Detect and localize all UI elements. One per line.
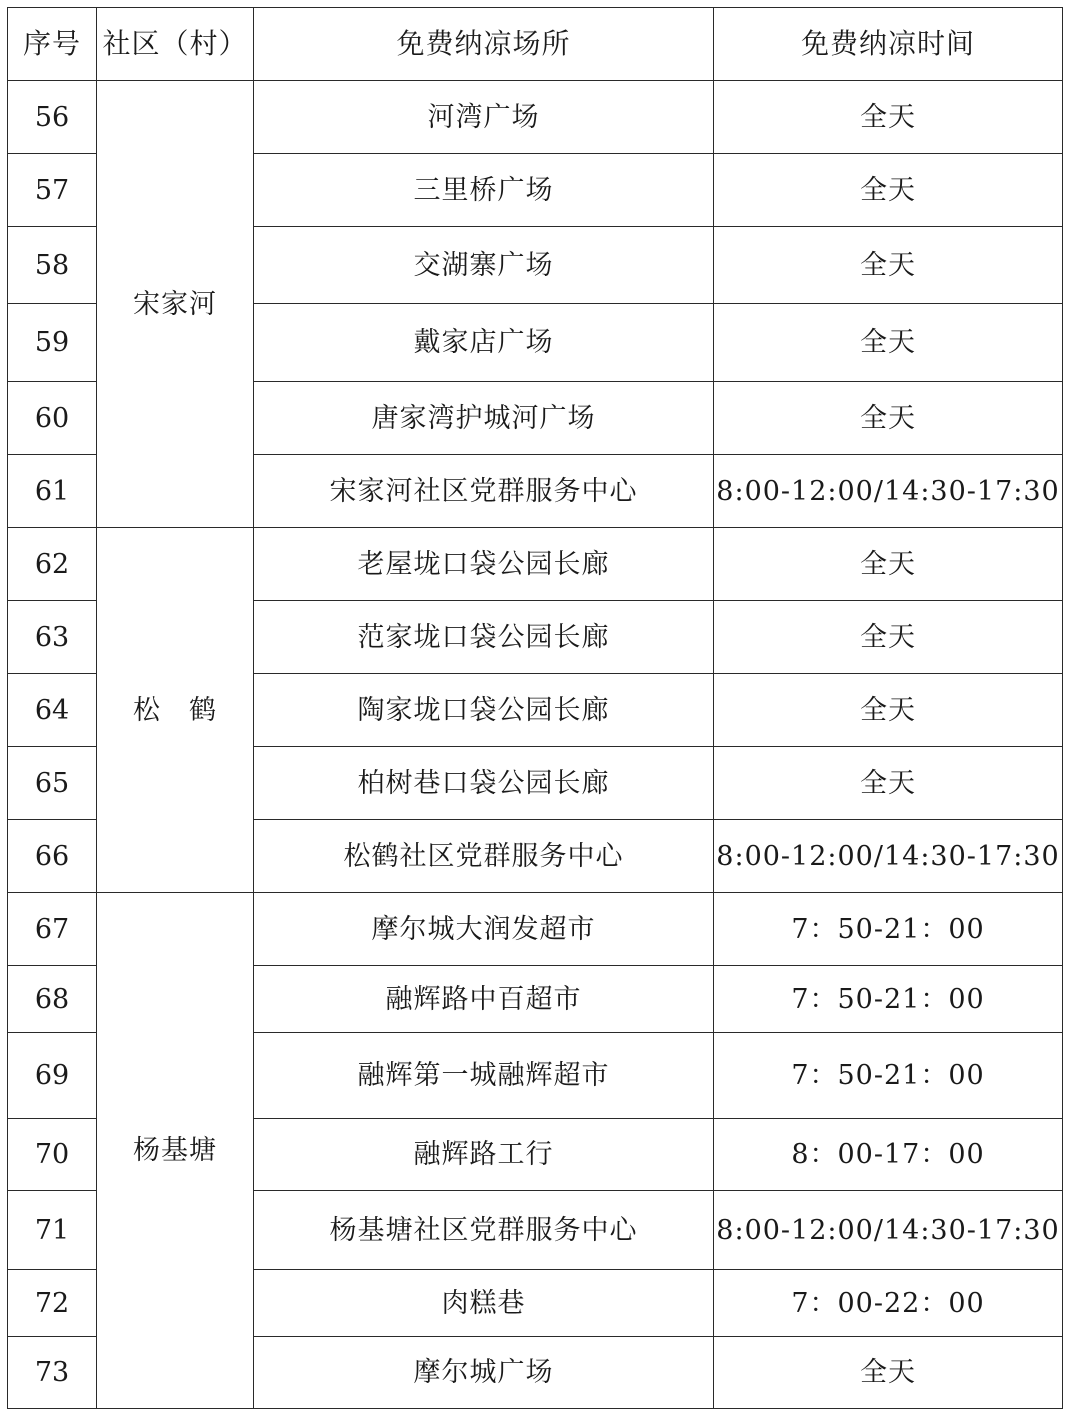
- row-place: 柏树巷口袋公园长廊: [254, 747, 714, 820]
- table-row: [8, 528, 1063, 601]
- row-time: 7：50-21：00: [714, 1033, 1063, 1119]
- header-no: 序号: [8, 8, 97, 81]
- row-place: 杨基塘社区党群服务中心: [254, 1191, 714, 1270]
- row-place: 范家垅口袋公园长廊: [254, 601, 714, 674]
- row-time: 全天: [714, 601, 1063, 674]
- row-place: 老屋垅口袋公园长廊: [254, 528, 714, 601]
- row-no: 61: [8, 455, 97, 528]
- row-no: 58: [8, 227, 97, 304]
- row-time: 全天: [714, 154, 1063, 227]
- row-time: 全天: [714, 747, 1063, 820]
- row-no: 71: [8, 1191, 97, 1270]
- row-no: 70: [8, 1119, 97, 1191]
- header-time: 免费纳凉时间: [714, 8, 1063, 81]
- row-no: 73: [8, 1337, 97, 1409]
- row-time: 7：50-21：00: [714, 966, 1063, 1033]
- row-time: 全天: [714, 674, 1063, 747]
- row-place: 宋家河社区党群服务中心: [254, 455, 714, 528]
- row-time: 全天: [714, 81, 1063, 154]
- row-place: 肉糕巷: [254, 1270, 714, 1337]
- table-row: [8, 893, 1063, 966]
- row-place: 唐家湾护城河广场: [254, 382, 714, 455]
- row-place: 摩尔城广场: [254, 1337, 714, 1409]
- table-row: [8, 81, 1063, 154]
- row-time: 8:00-12:00/14:30-17:30: [714, 455, 1063, 528]
- row-time: 8：00-17：00: [714, 1119, 1063, 1191]
- header-place: 免费纳凉场所: [254, 8, 714, 81]
- community-cell: 松 鹤: [97, 528, 254, 893]
- row-place: 河湾广场: [254, 81, 714, 154]
- header-community: 社区（村）: [97, 8, 254, 81]
- row-no: 69: [8, 1033, 97, 1119]
- row-no: 68: [8, 966, 97, 1033]
- row-no: 57: [8, 154, 97, 227]
- row-time: 全天: [714, 382, 1063, 455]
- row-no: 72: [8, 1270, 97, 1337]
- row-time: 8:00-12:00/14:30-17:30: [714, 820, 1063, 893]
- row-time: 7：50-21：00: [714, 893, 1063, 966]
- row-time: 全天: [714, 304, 1063, 382]
- row-place: 松鹤社区党群服务中心: [254, 820, 714, 893]
- row-no: 60: [8, 382, 97, 455]
- row-place: 陶家垅口袋公园长廊: [254, 674, 714, 747]
- header-row: [8, 8, 1063, 81]
- community-cell: 杨基塘: [97, 893, 254, 1409]
- row-no: 62: [8, 528, 97, 601]
- row-place: 戴家店广场: [254, 304, 714, 382]
- cooling-places-table: [7, 7, 1063, 1409]
- row-place: 融辉路中百超市: [254, 966, 714, 1033]
- row-no: 66: [8, 820, 97, 893]
- row-no: 56: [8, 81, 97, 154]
- row-time: 全天: [714, 227, 1063, 304]
- row-time: 7：00-22：00: [714, 1270, 1063, 1337]
- community-cell: 宋家河: [97, 81, 254, 528]
- row-no: 59: [8, 304, 97, 382]
- row-place: 摩尔城大润发超市: [254, 893, 714, 966]
- row-place: 融辉第一城融辉超市: [254, 1033, 714, 1119]
- row-place: 交湖寨广场: [254, 227, 714, 304]
- row-no: 64: [8, 674, 97, 747]
- row-time: 8:00-12:00/14:30-17:30: [714, 1191, 1063, 1270]
- row-place: 融辉路工行: [254, 1119, 714, 1191]
- row-no: 63: [8, 601, 97, 674]
- row-no: 65: [8, 747, 97, 820]
- row-place: 三里桥广场: [254, 154, 714, 227]
- row-no: 67: [8, 893, 97, 966]
- row-time: 全天: [714, 528, 1063, 601]
- row-time: 全天: [714, 1337, 1063, 1409]
